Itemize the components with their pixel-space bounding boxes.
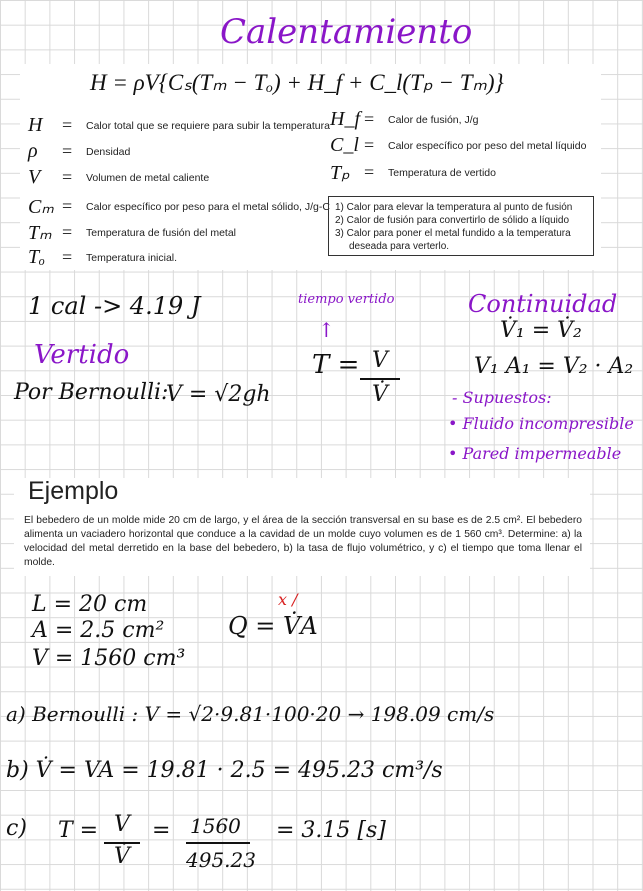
time-formula-denominator: V̇ (372, 382, 388, 407)
definition-row (28, 140, 130, 163)
answer-a: a) Bernoulli : V = √2·9.81·100·20 → 198.09 cm/s (6, 702, 495, 726)
equals-sign: = (364, 109, 375, 129)
bernoulli-label: Por Bernoulli: (14, 380, 169, 405)
step-item: 3) Calor para poner el metal fundido a la temperatura (335, 228, 571, 239)
fraction-line (360, 378, 400, 380)
fraction-line (186, 842, 250, 844)
definition-row (28, 114, 330, 137)
correction-marks: x / (278, 590, 298, 609)
example-problem-box (14, 508, 590, 576)
arrow-up-icon: ↑ (318, 318, 335, 342)
bernoulli-formula: V = √2gh (166, 382, 271, 407)
equals-sign: = (62, 167, 73, 187)
time-formula-numerator: V (372, 348, 388, 373)
given-volume: V = 1560 cm³ (32, 646, 186, 671)
answer-c-result: = 3.15 [s] (276, 818, 386, 843)
heating-steps-box (328, 196, 594, 256)
answer-c-label: c) (6, 816, 27, 841)
definition-symbol: Tₒ (28, 246, 45, 268)
example-heading: Ejemplo (28, 477, 119, 505)
equals-sign: = (62, 141, 73, 161)
vertido-title: Vertido (34, 340, 130, 370)
given-length: L = 20 cm (32, 592, 148, 617)
supuesto-item: • Fluido incompresible (448, 414, 634, 433)
answer-c-denominator-value: 495.23 (186, 848, 256, 872)
definition-text: Volumen de metal caliente (86, 171, 210, 184)
definition-symbol: Tₚ (330, 162, 350, 184)
equals-sign: = (62, 222, 73, 242)
example-problem-text: El bebedero de un molde mide 20 cm de largo, y el área de la sección transversal en su base es de 2.5 cm². El bebedero alimenta un vaciadero horizontal que conduce a la cavidad de un molde cuyo volumen es de 1 560 cm³. Determine: a) la velocidad del metal derretido en la base del bebedero, b) la tasa de flujo volumétrico, y c) el tiempo que toma llenar el molde. (24, 515, 582, 568)
step-item: deseada para verterlo. (349, 241, 450, 252)
definition-row (28, 220, 236, 245)
tiempo-vertido-label: tiempo vertido (298, 292, 395, 307)
definition-row (330, 108, 478, 131)
given-area: A = 2.5 cm² (32, 618, 165, 643)
answer-c-lhs: T = (58, 818, 99, 843)
continuidad-title: Continuidad (468, 290, 618, 318)
equals-sign: = (62, 247, 73, 267)
definition-row (28, 166, 209, 189)
supuestos-label: - Supuestos: (452, 388, 552, 407)
continuity-equation-1: V̇₁ = V̇₂ (500, 318, 582, 343)
flow-rate-equation: Q = V̇A (228, 612, 318, 640)
equals-sign: = (62, 115, 73, 135)
definition-symbol: C_l (330, 134, 359, 156)
equals-sign: = (364, 162, 375, 182)
definition-row (330, 134, 586, 157)
definition-symbol: V (28, 166, 41, 188)
supuesto-item: • Pared impermeable (448, 444, 622, 463)
definition-row (28, 246, 177, 269)
answer-c-denominator: V̇ (114, 844, 130, 869)
definition-text: Calor específico por peso del metal líquido (388, 139, 587, 152)
definition-text: Calor de fusión, J/g (388, 113, 479, 126)
answer-c-numerator: V (114, 812, 130, 837)
time-formula-lhs: T = (312, 350, 360, 380)
definition-row (28, 194, 330, 219)
continuity-equation-2: V₁ A₁ = V₂ · A₂ (474, 354, 634, 379)
answer-b: b) V̇ = VA = 19.81 · 2.5 = 495.23 cm³/s (6, 758, 443, 783)
heat-formula: H = ρV{Cₛ(Tₘ − Tₒ) + H_f + C_l(Tₚ − Tₘ)} (90, 70, 504, 95)
definition-symbol: Cₘ (28, 196, 54, 218)
definition-symbol: H_f (330, 108, 360, 130)
definition-text: Temperatura de fusión del metal (86, 226, 236, 239)
definition-symbol: ρ (28, 140, 38, 162)
answer-c-equals: = (152, 818, 171, 843)
definition-text: Calor total que se requiere para subir la temperatura (86, 119, 330, 132)
definition-symbol: H (28, 114, 43, 136)
definition-symbol: Tₘ (28, 222, 52, 244)
step-item: 2) Calor de fusión para convertirlo de sólido a líquido (335, 215, 570, 226)
equals-sign: = (364, 135, 375, 155)
definition-text: Temperatura de vertido (388, 166, 496, 179)
definition-text: Temperatura inicial. (86, 251, 178, 264)
formula-panel (20, 64, 601, 270)
step-item: 1) Calor para elevar la temperatura al punto de fusión (335, 202, 573, 213)
definition-text: Calor específico por peso para el metal sólido, J/g-C (86, 200, 330, 213)
definition-row (330, 160, 496, 185)
answer-c-numerator-value: 1560 (190, 814, 241, 838)
conversion-note: 1 cal -> 4.19 J (28, 292, 201, 320)
definition-text: Densidad (86, 145, 131, 158)
page-title: Calentamiento (220, 12, 473, 52)
equals-sign: = (62, 196, 73, 216)
